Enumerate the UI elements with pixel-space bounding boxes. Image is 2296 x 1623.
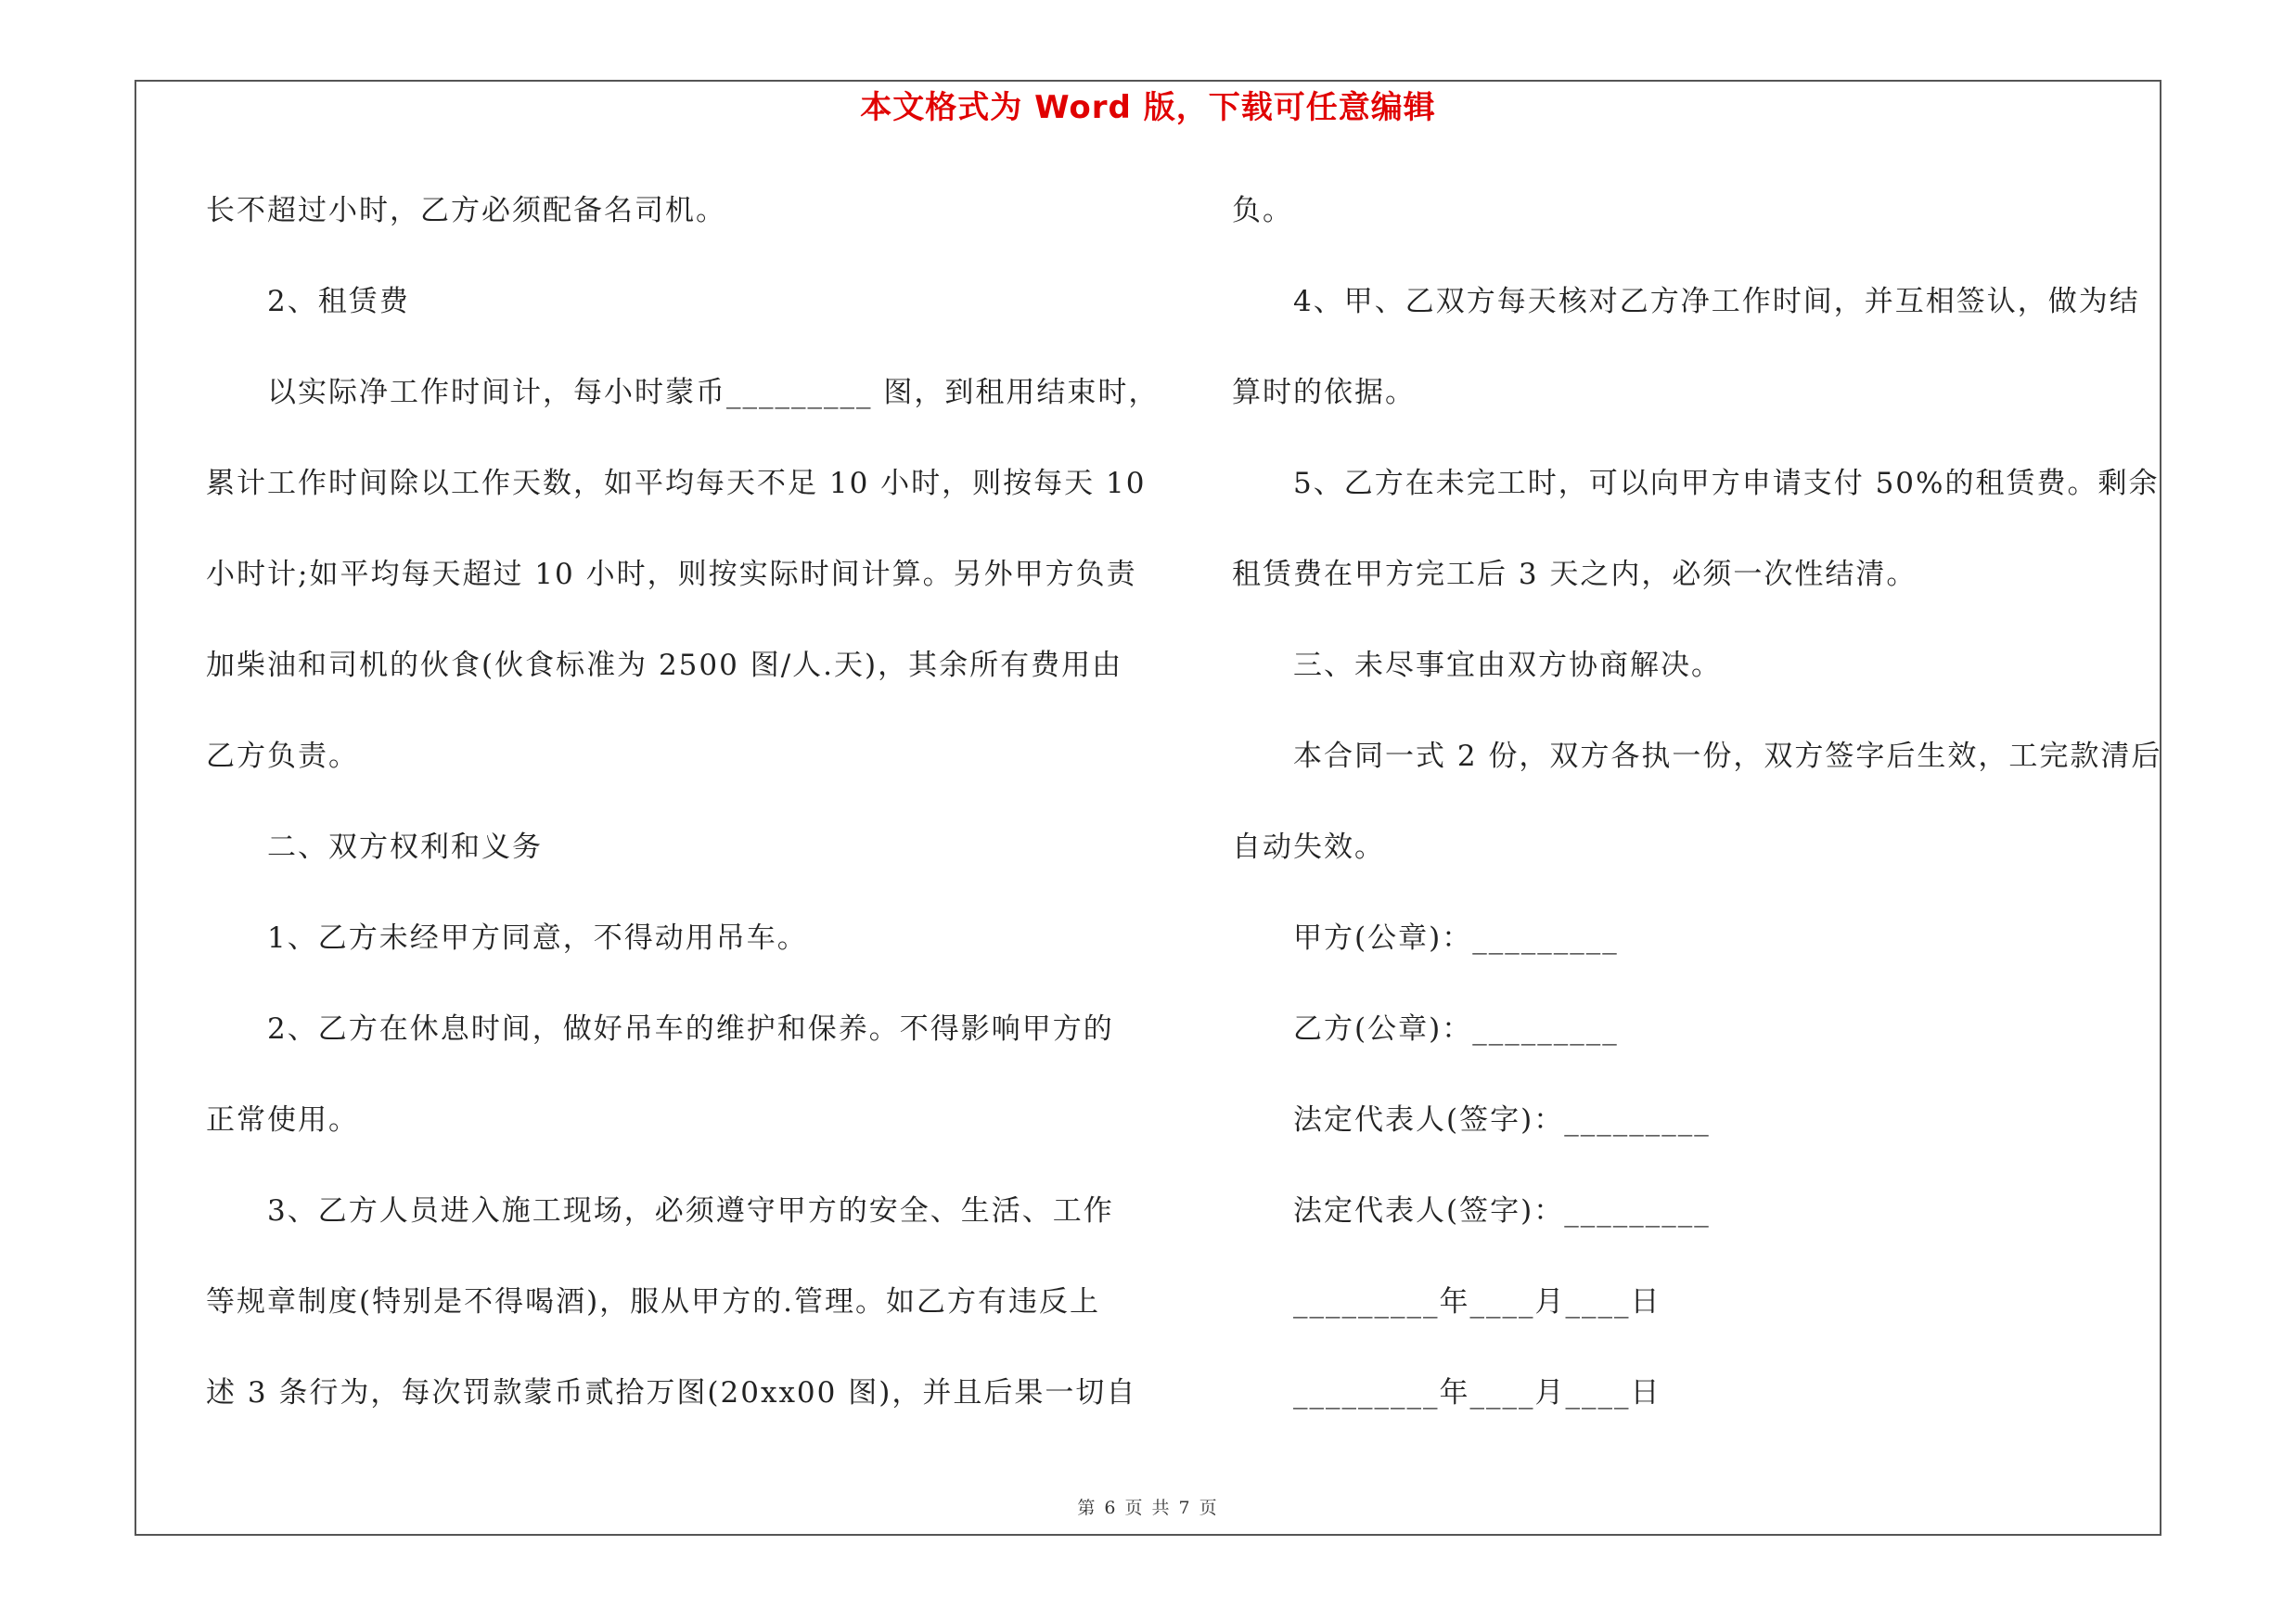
right-column-line: _________年____月____日 <box>1293 1285 1661 1319</box>
left-column-line: 乙方负责。 <box>206 740 359 773</box>
left-column-line: 2、租赁费 <box>267 285 410 318</box>
left-column-line: 累计工作时间除以工作天数，如平均每天不足 10 小时，则按每天 10 <box>206 467 1147 500</box>
right-column-line: 4、甲、乙双方每天核对乙方净工作时间，并互相签认，做为结 <box>1293 285 2140 318</box>
left-column-line: 1、乙方未经甲方同意，不得动用吊车。 <box>267 921 808 955</box>
format-banner: 本文格式为 Word 版，下载可任意编辑 <box>860 89 1436 126</box>
right-column-line: 本合同一式 2 份，双方各执一份，双方签字后生效，工完款清后 <box>1293 740 2162 773</box>
left-column-line: 述 3 条行为，每次罚款蒙币贰拾万图(20xx00 图)，并且后果一切自 <box>206 1376 1137 1410</box>
right-column-line: 租赁费在甲方完工后 3 天之内，必须一次性结清。 <box>1232 558 1918 591</box>
right-column-line: 乙方(公章)：_________ <box>1293 1012 1619 1046</box>
right-column-line: 算时的依据。 <box>1232 376 1416 409</box>
left-column-line: 二、双方权利和义务 <box>267 831 543 864</box>
left-column-line: 长不超过小时，乙方必须配备名司机。 <box>206 194 726 227</box>
right-column-line: 负。 <box>1232 194 1293 227</box>
right-column-line: 5、乙方在未完工时，可以向甲方申请支付 50%的租赁费。剩余 <box>1293 467 2160 500</box>
right-column-line: 法定代表人(签字)：_________ <box>1293 1194 1711 1228</box>
left-column-line: 以实际净工作时间计，每小时蒙币_________ 图，到租用结束时， <box>267 376 1160 409</box>
left-column-line: 小时计;如平均每天超过 10 小时，则按实际时间计算。另外甲方负责 <box>206 558 1137 591</box>
left-column-line: 3、乙方人员进入施工现场，必须遵守甲方的安全、生活、工作 <box>267 1194 1114 1228</box>
left-column-line: 等规章制度(特别是不得喝酒)，服从甲方的.管理。如乙方有违反上 <box>206 1285 1101 1319</box>
right-column-line: 自动失效。 <box>1232 831 1385 864</box>
right-column-line: 三、未尽事宜由双方协商解决。 <box>1293 649 1722 682</box>
right-column-line: 甲方(公章)：_________ <box>1293 921 1619 955</box>
left-column-line: 加柴油和司机的伙食(伙食标准为 2500 图/人.天)，其余所有费用由 <box>206 649 1123 682</box>
right-column-line: 法定代表人(签字)：_________ <box>1293 1103 1711 1137</box>
page-number-footer: 第 6 页 共 7 页 <box>1077 1498 1219 1518</box>
left-column-line: 2、乙方在休息时间，做好吊车的维护和保养。不得影响甲方的 <box>267 1012 1114 1046</box>
right-column-line: _________年____月____日 <box>1293 1376 1661 1410</box>
left-column-line: 正常使用。 <box>206 1103 359 1137</box>
